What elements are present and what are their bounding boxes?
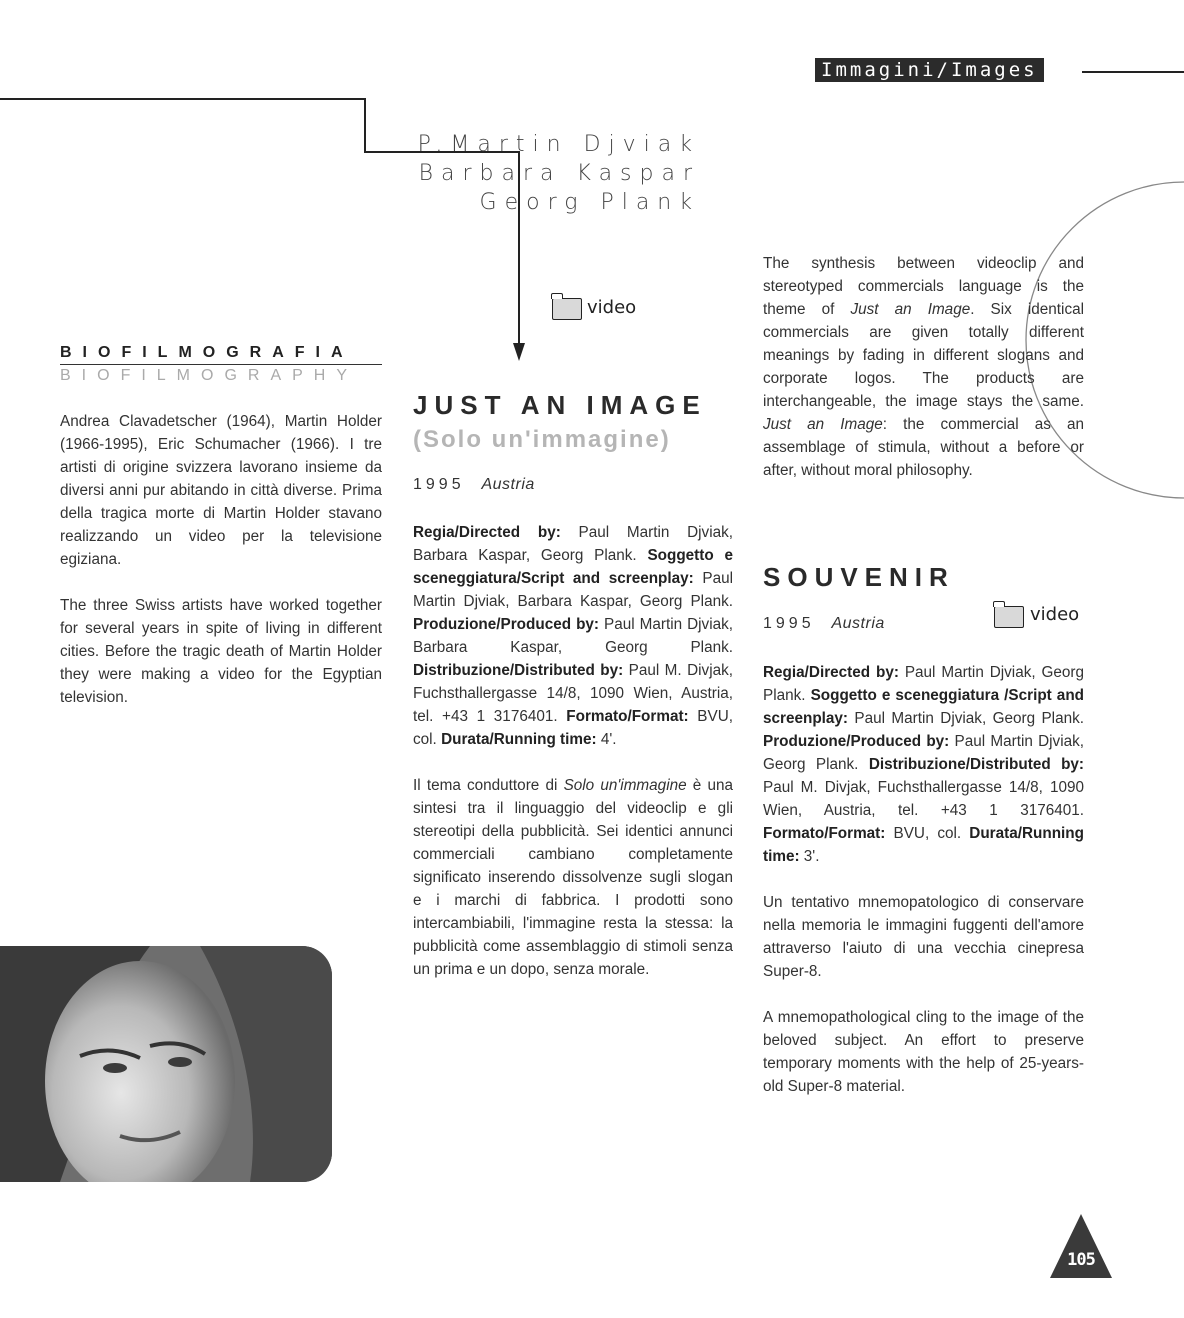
film2-synopsis-en: A mnemopathological cling to the image of the beloved subject. An effort to preserve temporary moments with the help of 25-years-old Super-8 material. <box>763 1009 1084 1095</box>
credit-value: Paul M. Divjak, Fuchsthallergasse 14/8, 1090 Wien, Austria, tel. +43 1 3176401. <box>413 662 733 725</box>
credit-label: Regia/Directed by: <box>413 524 561 541</box>
credit-value: Paul Martin Djviak, Georg Plank. <box>763 733 1084 773</box>
credit-label: Durata/Running time: <box>441 731 597 748</box>
film2-title: SOUVENIR <box>763 562 955 592</box>
credit-value: 3'. <box>799 848 820 865</box>
credit-label: Distribuzione/Distributed by: <box>868 756 1085 773</box>
section-tag: Immagini/Images <box>815 58 1044 82</box>
film2-country: Austria <box>831 615 885 632</box>
credit-value: BVU, col. <box>885 825 970 842</box>
credit-label: Soggetto e sceneggiatura /Script and screenplay: <box>763 687 1085 727</box>
credit-value: Paul M. Divjak, Fuchsthallergasse 14/8, 1090 Wien, Austria, tel. +43 1 3176401. <box>763 779 1084 819</box>
portrait-photo <box>0 946 332 1182</box>
bio-paragraph-it: Andrea Clavadetscher (1964), Martin Holder (1966-1995), Eric Schumacher (1966). I tre artisti di origine svizzera lavorano insieme da diversi anni pur abitando in città diverse. Prima della tragica morte di Martin Holder stavano realizzando un video per la televisione egiziana. <box>60 413 382 568</box>
video-label: video <box>587 297 637 318</box>
connector-line-top <box>0 98 366 100</box>
header-rule <box>1082 71 1184 73</box>
synopsis-text: Il tema conduttore di <box>413 777 564 794</box>
authors-block <box>400 130 700 217</box>
credit-label: Durata/Running time: <box>763 825 1084 865</box>
credit-label: Produzione/Produced by: <box>413 616 600 633</box>
biofilmography-text <box>60 410 382 732</box>
film1-year-country <box>413 476 535 494</box>
author-name: Georg Plank <box>479 190 700 215</box>
film2-synopsis-it: Un tentativo mnemopatologico di conservare nella memoria le immagini fuggenti dell'amore attraverso l'aiuto di una vecchia cinepresa Super-8. <box>763 894 1084 980</box>
film2-year-country <box>763 615 885 633</box>
synopsis-text: The synthesis between videoclip and stereotyped commercials language is the theme of <box>763 255 1084 318</box>
credit-label: Produzione/Produced by: <box>763 733 950 750</box>
folder-icon <box>994 606 1024 628</box>
film2-credits <box>763 661 1084 868</box>
arrow-down-icon <box>513 343 525 361</box>
biofilmography-rule <box>60 364 382 365</box>
page-number: 105 <box>1067 1250 1095 1270</box>
synopsis-title: Solo un'immagine <box>563 777 687 794</box>
biofilmography-subheading: BIOFILMOGRAPHY <box>60 367 359 384</box>
film1-title: JUST AN IMAGE <box>413 390 707 420</box>
credit-label: Soggetto e sceneggiatura/Script and screenplay: <box>413 547 733 587</box>
credit-value: Paul Martin Djviak, Georg Plank. <box>848 710 1084 727</box>
folder-icon <box>552 298 582 320</box>
author-name: P.Martin Djviak <box>417 132 700 157</box>
film1-subtitle: (Solo un'immagine) <box>413 426 671 453</box>
credit-label: Distribuzione/Distributed by: <box>413 662 624 679</box>
film1-synopsis-en <box>763 252 1084 505</box>
film1-credits <box>413 521 733 751</box>
video-label: video <box>1030 604 1080 625</box>
synopsis-title: Just an Image <box>850 301 971 318</box>
credit-label: Regia/Directed by: <box>763 664 899 681</box>
page-number-badge <box>1050 1214 1112 1278</box>
film1-year: 1995 <box>413 476 465 493</box>
credit-value: Paul Martin Djviak, Georg Plank. <box>763 664 1085 704</box>
film2-text <box>763 661 1084 1121</box>
credit-label: Formato/Format: <box>763 825 886 842</box>
credit-value: Paul Martin Djviak, Barbara Kaspar, Georg Plank. <box>413 570 733 610</box>
synopsis-title: Just an Image <box>763 416 883 433</box>
synopsis-text: è una sintesi tra il linguaggio del videoclip e gli stereotipi della pubblicità. Sei identici annunci commerciali cambiano completamente significato inserendo dissolvenze sugli slogan e i marchi di fabbrica. I prodotti sono intercambiabili, l'immagine resta la stessa: la pubblicità come assemblaggio di stimoli senza un prima e un dopo, senza morale. <box>413 777 733 978</box>
biofilmography-heading: BIOFILMOGRAFIA <box>60 344 354 361</box>
synopsis-text: : the commercial as an assemblage of stimula, without a before or after, without moral philosophy. <box>763 416 1084 479</box>
credit-value: 4'. <box>596 731 617 748</box>
film1-country: Austria <box>481 476 535 493</box>
credit-label: Formato/Format: <box>566 708 689 725</box>
film2-year: 1995 <box>763 615 815 632</box>
connector-line-drop <box>364 98 366 153</box>
synopsis-text: . Six identical commercials are given totally different meanings by fading in different slogans and corporate logos. The products are interchangeable, the image stays the same. <box>763 301 1085 410</box>
credit-value: Paul Martin Djviak, Barbara Kaspar, Georg Plank. <box>413 524 734 564</box>
synopsis-en-paragraph <box>763 252 1084 482</box>
credit-value: Paul Martin Djviak, Barbara Kaspar, Georg Plank. <box>413 616 733 656</box>
author-name: Barbara Kaspar <box>418 161 700 186</box>
credit-value: BVU, col. <box>413 708 734 748</box>
film1-synopsis-it <box>413 774 733 981</box>
bio-paragraph-en: The three Swiss artists have worked together for several years in spite of living in different cities. Before the tragic death of Martin Holder they were making a video for the Egyptian television. <box>60 597 382 706</box>
film1-text <box>413 521 733 1004</box>
